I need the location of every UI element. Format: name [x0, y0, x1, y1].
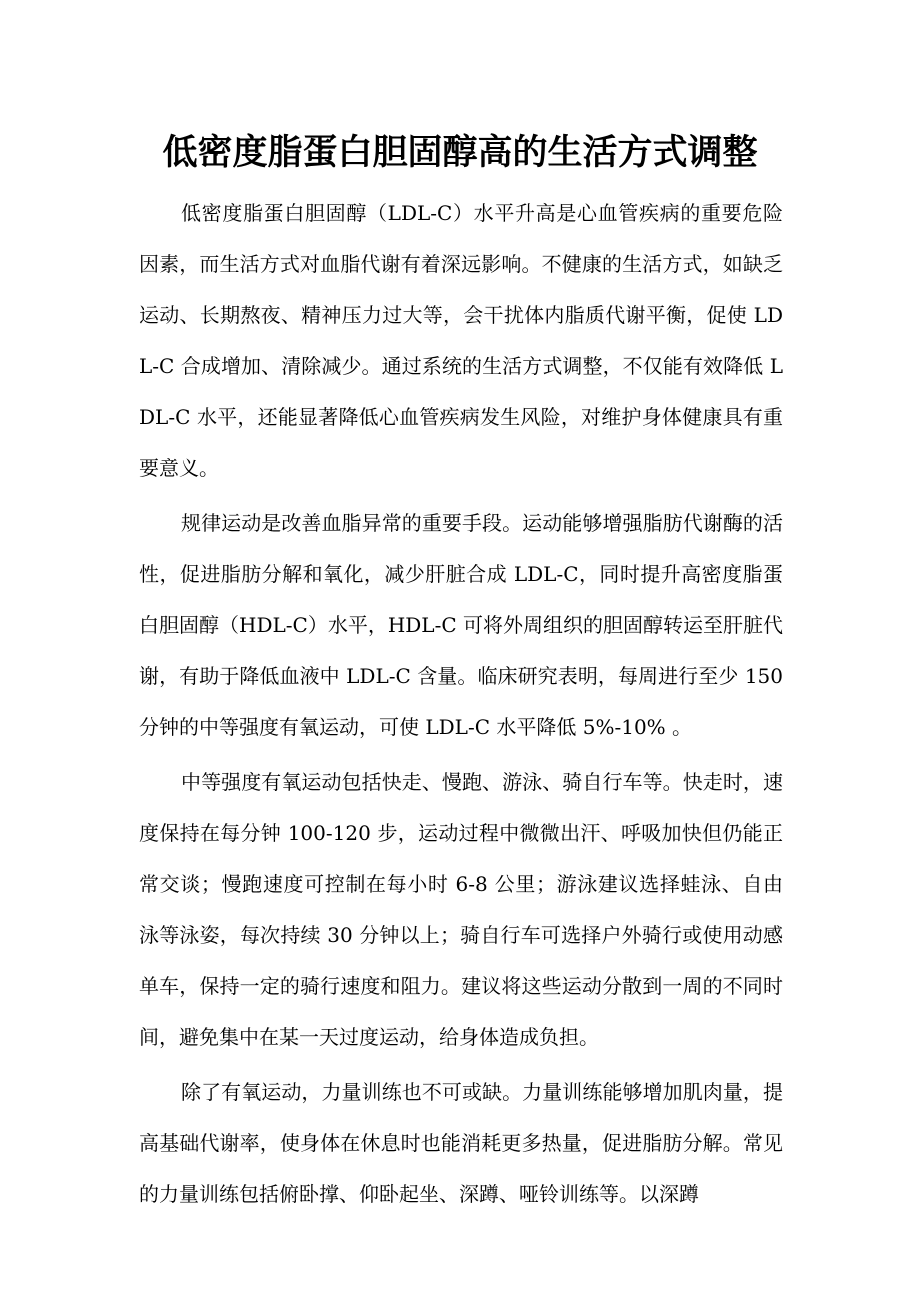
document-body	[139, 188, 783, 1224]
paragraph-aerobic-exercise: 中等强度有氧运动包括快走、慢跑、游泳、骑自行车等。快走时，速度保持在每分钟 100-120 步，运动过程中微微出汗、呼吸加快但仍能正常交谈；慢跑速度可控制在每小时 6-8 公里；游泳建议选择蛙泳、自由泳等泳姿，每次持续 30 分钟以上；骑自行车可选择户外骑行或使用动感单车，保持一定的骑行速度和阻力。建议将这些运动分散到一周的不同时间，避免集中在某一天过度运动，给身体造成负担。	[139, 770, 783, 1049]
paragraph-intro: 低密度脂蛋白胆固醇（LDL-C）水平升高是心血管疾病的重要危险因素，而生活方式对血脂代谢有着深远影响。不健康的生活方式，如缺乏运动、长期熬夜、精神压力过大等，会干扰体内脂质代谢平衡，促使 LDL-C 合成增加、清除减少。通过系统的生活方式调整，不仅能有效降低 LDL-C 水平，还能显著降低心血管疾病发生风险，对维护身体健康具有重要意义。	[139, 201, 783, 480]
paragraph-strength-training: 除了有氧运动，力量训练也不可或缺。力量训练能够增加肌肉量，提高基础代谢率，使身体在休息时也能消耗更多热量，促进脂肪分解。常见的力量训练包括俯卧撑、仰卧起坐、深蹲、哑铃训练等。以深蹲	[139, 1080, 783, 1206]
document-title: 低密度脂蛋白胆固醇高的生活方式调整	[162, 133, 758, 173]
paragraph-regular-exercise: 规律运动是改善血脂异常的重要手段。运动能够增强脂肪代谢酶的活性，促进脂肪分解和氧化，减少肝脏合成 LDL-C，同时提升高密度脂蛋白胆固醇（HDL-C）水平，HDL-C 可将外周组织的胆固醇转运至肝脏代谢，有助于降低血液中 LDL-C 含量。临床研究表明，每周进行至少 150 分钟的中等强度有氧运动，可使 LDL-C 水平降低 5%-10% 。	[139, 511, 783, 739]
